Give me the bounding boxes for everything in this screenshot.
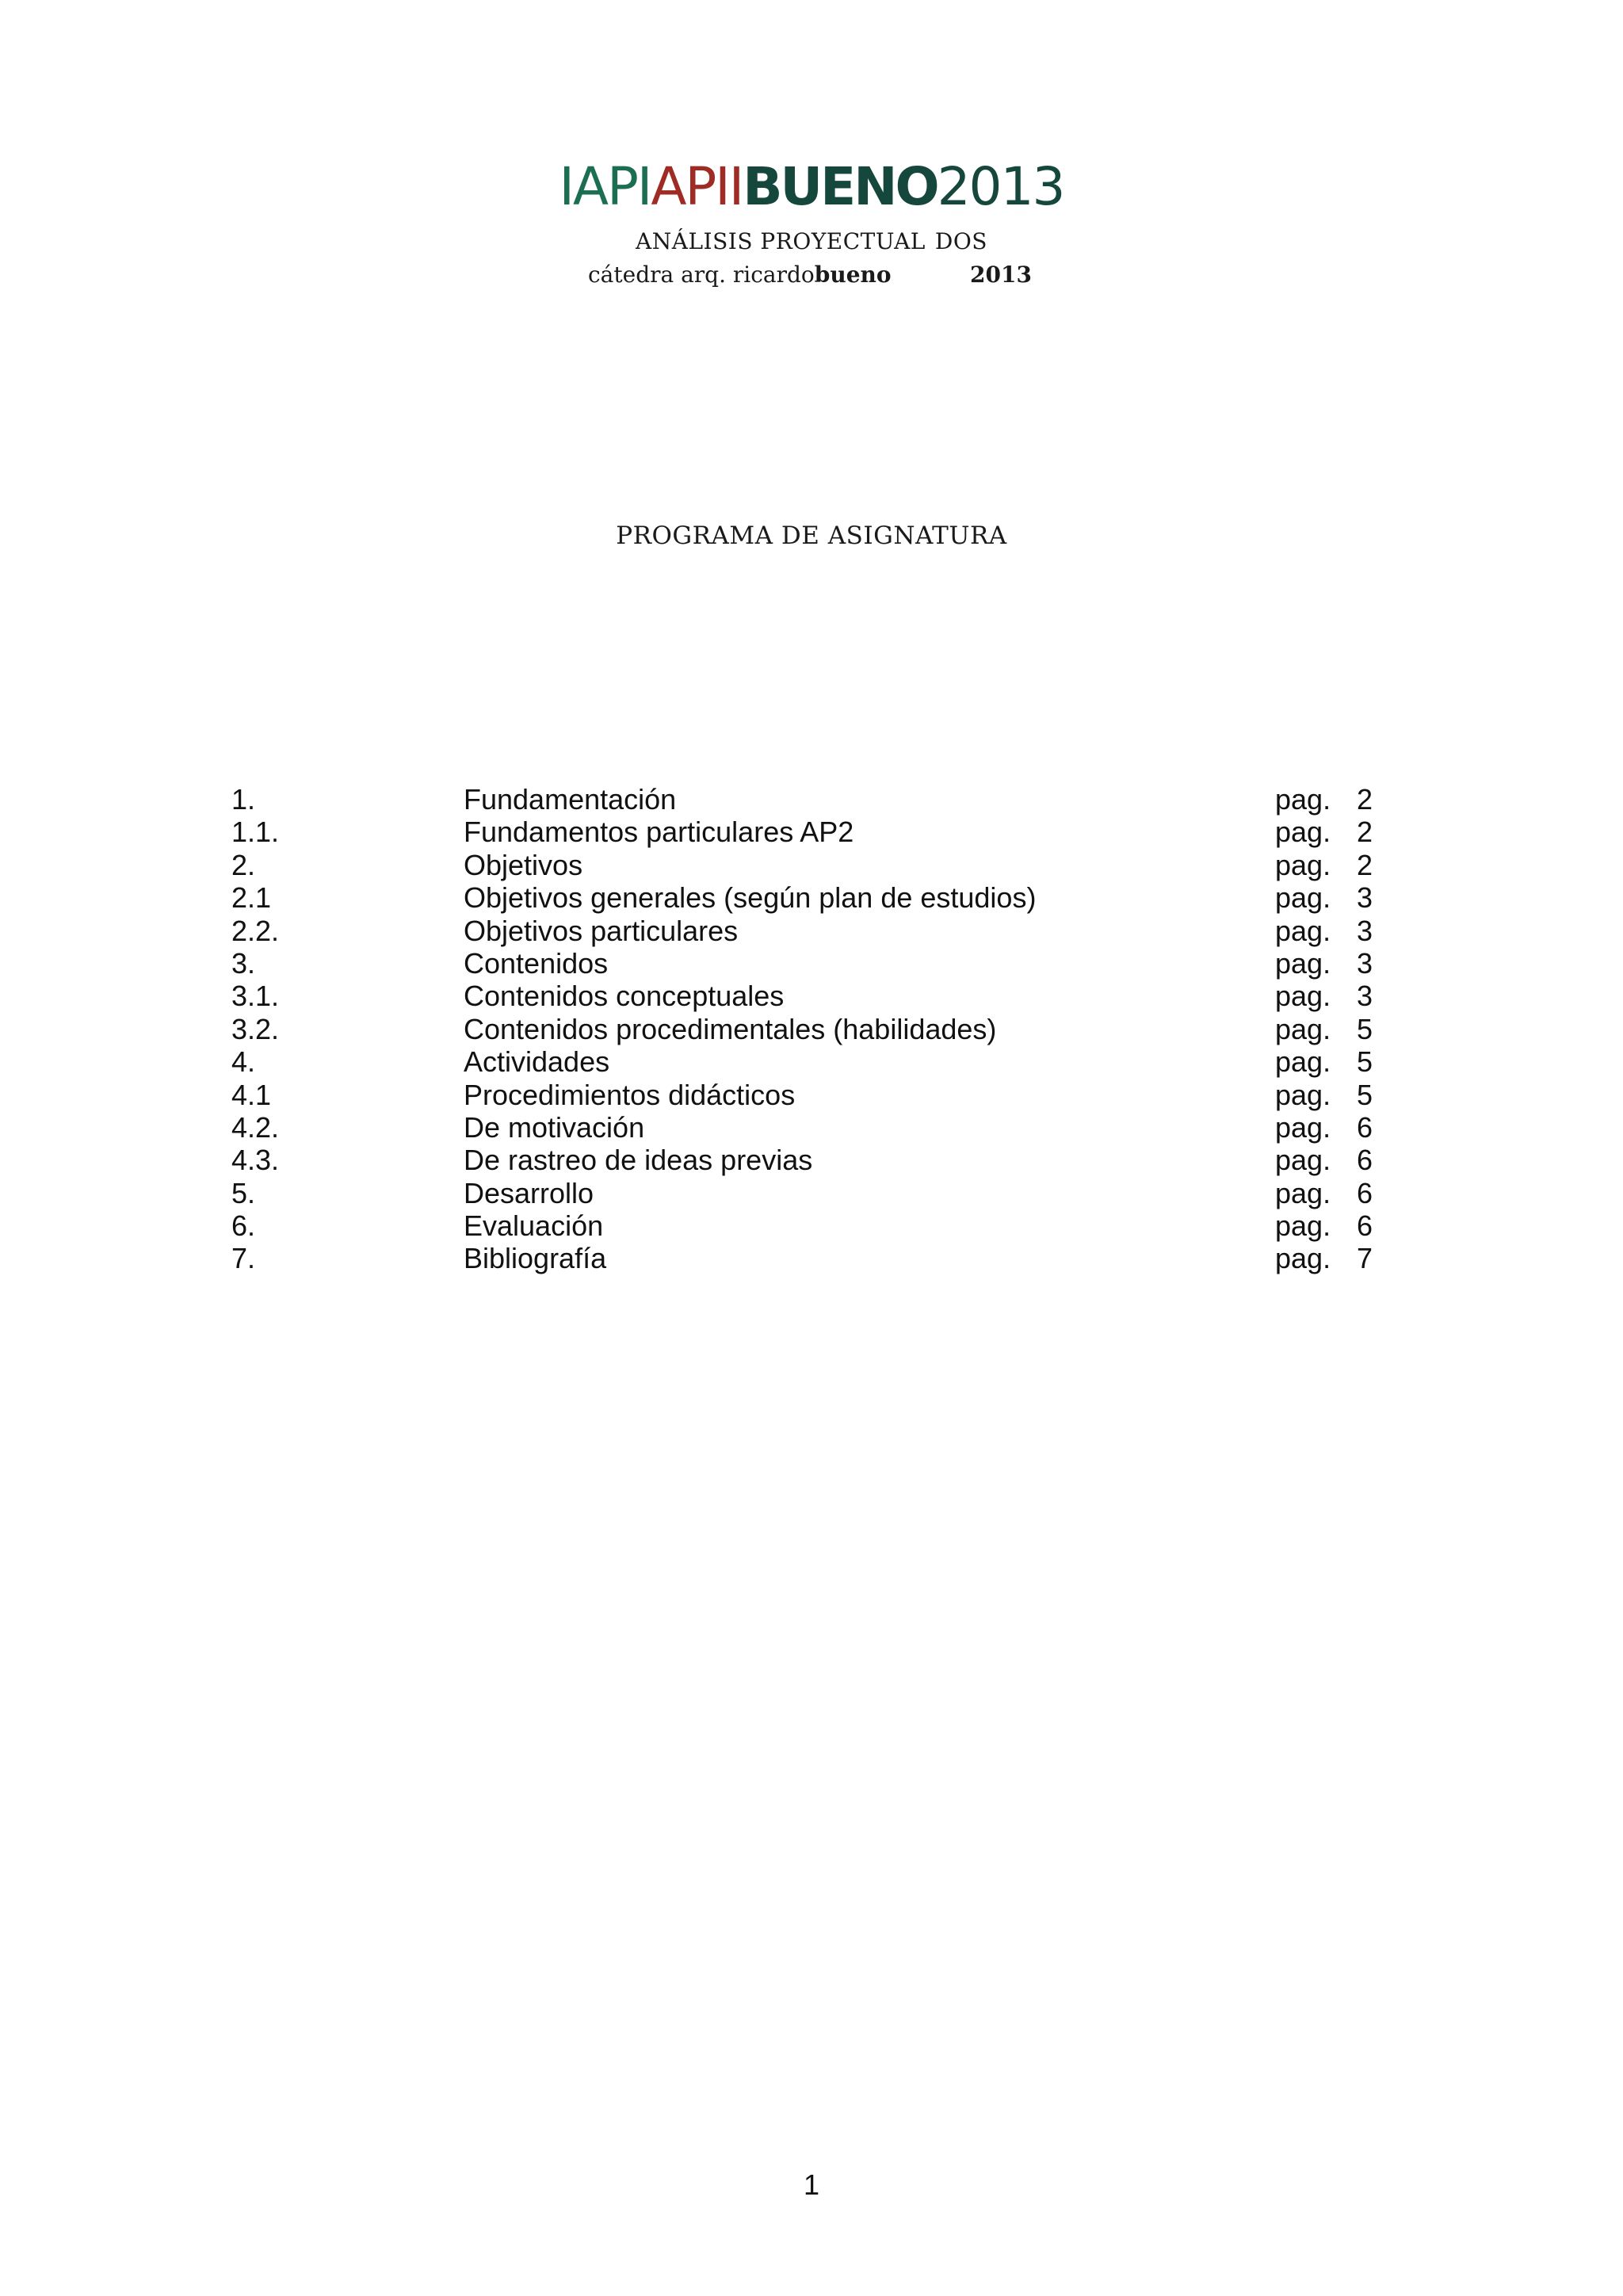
toc-entry-number: 1. bbox=[231, 783, 256, 816]
brand-logo bbox=[0, 157, 1623, 217]
toc-entry bbox=[231, 1045, 1373, 1078]
toc-entry-title: De motivación bbox=[464, 1110, 645, 1144]
toc-entry-title: Fundamentación bbox=[464, 783, 677, 816]
toc-entry-number: 1.1. bbox=[231, 816, 280, 849]
header-year: 2013 bbox=[970, 262, 1032, 288]
toc-entry-pag-label: pag. bbox=[1275, 946, 1331, 980]
toc-entry bbox=[231, 1079, 1373, 1111]
toc-entry-title: Objetivos particulares bbox=[464, 914, 739, 947]
toc-entry-title: Contenidos conceptuales bbox=[464, 980, 785, 1013]
toc-entry-number: 6. bbox=[231, 1209, 256, 1243]
toc-entry bbox=[231, 915, 1373, 947]
toc-entry-number: 7. bbox=[231, 1242, 256, 1275]
logo-part-apii: APII bbox=[651, 156, 743, 217]
toc-entry-number: 4. bbox=[231, 1045, 256, 1079]
toc-entry-title: Bibliografía bbox=[464, 1242, 607, 1275]
toc-entry bbox=[231, 849, 1373, 881]
logo-part-bueno: BUENO bbox=[743, 156, 938, 217]
toc-entry-pag-label: pag. bbox=[1275, 1078, 1331, 1111]
toc-entry-title: Fundamentos particulares AP2 bbox=[464, 816, 854, 849]
toc-entry-pag-label: pag. bbox=[1275, 1144, 1331, 1177]
toc-entry bbox=[231, 1144, 1373, 1176]
toc-entry-page: 7 bbox=[1356, 1242, 1373, 1275]
toc-entry-number: 3. bbox=[231, 946, 256, 980]
toc-entry-page: 3 bbox=[1356, 881, 1373, 915]
toc-entry bbox=[231, 1242, 1373, 1274]
toc-entry-number: 4.1 bbox=[231, 1078, 272, 1111]
toc-entry-page: 5 bbox=[1356, 1045, 1373, 1079]
toc-entry-pag-label: pag. bbox=[1275, 1176, 1331, 1209]
toc-entry bbox=[231, 1013, 1373, 1045]
toc-entry-page: 5 bbox=[1356, 1078, 1373, 1111]
toc-entry-pag-label: pag. bbox=[1275, 1209, 1331, 1243]
toc-entry-title: Actividades bbox=[464, 1045, 610, 1079]
toc-entry-page: 2 bbox=[1356, 816, 1373, 849]
toc-entry-pag-label: pag. bbox=[1275, 881, 1331, 915]
table-of-contents bbox=[231, 783, 1373, 1275]
toc-entry-page: 6 bbox=[1356, 1209, 1373, 1243]
toc-entry bbox=[231, 783, 1373, 816]
document-title: PROGRAMA DE ASIGNATURA bbox=[616, 521, 1007, 550]
toc-entry-page: 6 bbox=[1356, 1176, 1373, 1209]
toc-entry-title: De rastreo de ideas previas bbox=[464, 1144, 813, 1177]
toc-entry-page: 3 bbox=[1356, 980, 1373, 1013]
toc-entry-page: 3 bbox=[1356, 946, 1373, 980]
toc-entry bbox=[231, 947, 1373, 980]
toc-entry-number: 4.2. bbox=[231, 1110, 280, 1144]
toc-entry-number: 2. bbox=[231, 848, 256, 881]
toc-entry-number: 4.3. bbox=[231, 1144, 280, 1177]
toc-entry-page: 2 bbox=[1356, 783, 1373, 816]
toc-entry-pag-label: pag. bbox=[1275, 1012, 1331, 1045]
logo-part-year: 2013 bbox=[937, 156, 1064, 217]
toc-entry-title: Evaluación bbox=[464, 1209, 604, 1243]
chair-line bbox=[588, 262, 892, 288]
toc-entry-page: 3 bbox=[1356, 914, 1373, 947]
toc-entry-number: 3.2. bbox=[231, 1012, 280, 1045]
toc-entry bbox=[231, 881, 1373, 914]
chair-prefix: cátedra arq. ricardo bbox=[588, 262, 815, 288]
toc-entry-pag-label: pag. bbox=[1275, 848, 1331, 881]
page-number: 1 bbox=[803, 2168, 820, 2201]
toc-entry-title: Objetivos generales (según plan de estudios) bbox=[464, 881, 1037, 915]
toc-entry-pag-label: pag. bbox=[1275, 1045, 1331, 1079]
logo-part-iapi: IAPI bbox=[559, 156, 651, 217]
toc-entry-page: 5 bbox=[1356, 1012, 1373, 1045]
chair-surname: bueno bbox=[814, 262, 892, 288]
course-name-main: ANÁLISIS PROYECTUAL bbox=[636, 228, 926, 254]
toc-entry-number: 3.1. bbox=[231, 980, 280, 1013]
toc-entry bbox=[231, 1177, 1373, 1209]
toc-entry-pag-label: pag. bbox=[1275, 816, 1331, 849]
toc-entry-pag-label: pag. bbox=[1275, 1242, 1331, 1275]
toc-entry bbox=[231, 1209, 1373, 1242]
toc-entry-pag-label: pag. bbox=[1275, 1110, 1331, 1144]
toc-entry-page: 2 bbox=[1356, 848, 1373, 881]
toc-entry bbox=[231, 1111, 1373, 1144]
toc-entry-page: 6 bbox=[1356, 1110, 1373, 1144]
toc-entry-number: 5. bbox=[231, 1176, 256, 1209]
course-name-suffix: DOS bbox=[934, 228, 987, 254]
toc-entry-pag-label: pag. bbox=[1275, 980, 1331, 1013]
toc-entry-title: Contenidos bbox=[464, 946, 609, 980]
toc-entry-title: Objetivos bbox=[464, 848, 583, 881]
toc-entry-title: Desarrollo bbox=[464, 1176, 594, 1209]
toc-entry bbox=[231, 816, 1373, 848]
toc-entry-title: Procedimientos didácticos bbox=[464, 1078, 796, 1111]
course-name bbox=[0, 228, 1623, 254]
toc-entry-title: Contenidos procedimentales (habilidades) bbox=[464, 1012, 997, 1045]
toc-entry-number: 2.1 bbox=[231, 881, 272, 915]
toc-entry-pag-label: pag. bbox=[1275, 914, 1331, 947]
toc-entry bbox=[231, 980, 1373, 1012]
toc-entry-pag-label: pag. bbox=[1275, 783, 1331, 816]
toc-entry-number: 2.2. bbox=[231, 914, 280, 947]
toc-entry-page: 6 bbox=[1356, 1144, 1373, 1177]
